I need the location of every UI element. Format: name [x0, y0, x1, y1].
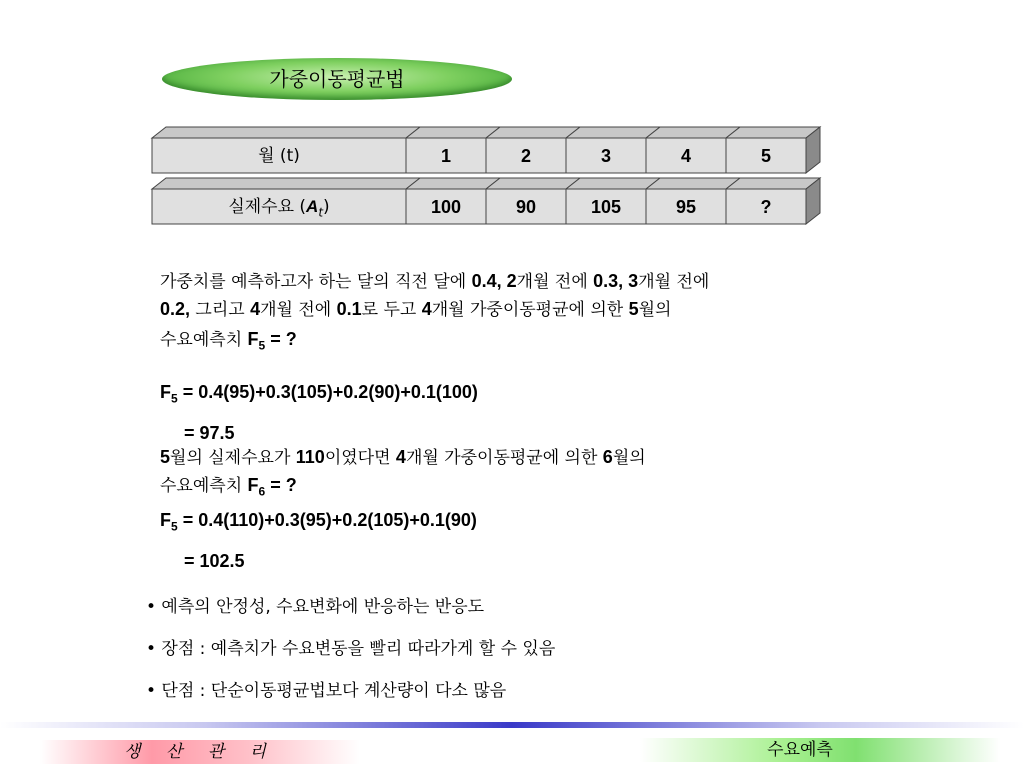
table-cell: 100 [430, 197, 462, 217]
header-prefix: 실제수요 ( [228, 197, 307, 217]
page-title: 가중이동평균법 [269, 67, 405, 91]
table-cell: 90 [515, 197, 537, 217]
table-header-actual-demand [152, 191, 406, 223]
formula1: $F_5 = 0.4(95)+0.3(105)+0.2(90)+0.1(100)$ [160, 382, 478, 406]
table-cell: 95 [675, 197, 697, 217]
table-cell: 105 [590, 197, 622, 217]
formula1-result: = 97.5 [184, 423, 235, 443]
table-cell: ? [760, 197, 772, 217]
problem1-line1: 가중치를 예측하고자 하는 달의 직전 달에 0.4, 2개월 전에 0.3, 3개월 전에 [160, 271, 710, 292]
bullet-item: • 단점 : 단순이동평균법보다 계산량이 다소 많음 [146, 681, 507, 701]
table-cell: 1 [440, 146, 451, 166]
bullet-item: • 장점 : 예측치가 수요변동을 빨리 따라가게 할 수 있음 [146, 639, 556, 659]
table-header-month: 월 (t) [258, 146, 300, 166]
table-cell: 4 [680, 146, 691, 166]
footer-left-label: 생 산 관 리 [124, 742, 276, 762]
problem1-line2: 0.2, 그리고 4개월 전에 0.1로 두고 4개월 가중이동평균에 의한 5월의 [160, 299, 672, 320]
header-suffix: ) [323, 197, 330, 217]
header-sub: t [318, 205, 324, 220]
table-cell: 5 [760, 146, 771, 166]
formula2: $F_5 = 0.4(110)+0.3(95)+0.2(105)+0.1(90)$ [160, 510, 477, 534]
header-var: A [306, 197, 319, 216]
footer-divider [0, 722, 1024, 728]
table-cell: 3 [600, 146, 611, 166]
footer-right-label: 수요예측 [767, 740, 833, 760]
problem2-line1: 5월의 실제수요가 110이였다면 4개월 가중이동평균에 의한 6월의 [160, 447, 646, 468]
problem1-line3: 수요예측치 $F_5$ = ? [160, 329, 297, 353]
table-cell: 2 [520, 146, 531, 166]
bullet-item: • 예측의 안정성, 수요변화에 반응하는 반응도 [146, 597, 485, 617]
formula2-result: = 102.5 [184, 551, 245, 571]
problem2-line2: 수요예측치 $F_6$ = ? [160, 475, 297, 499]
